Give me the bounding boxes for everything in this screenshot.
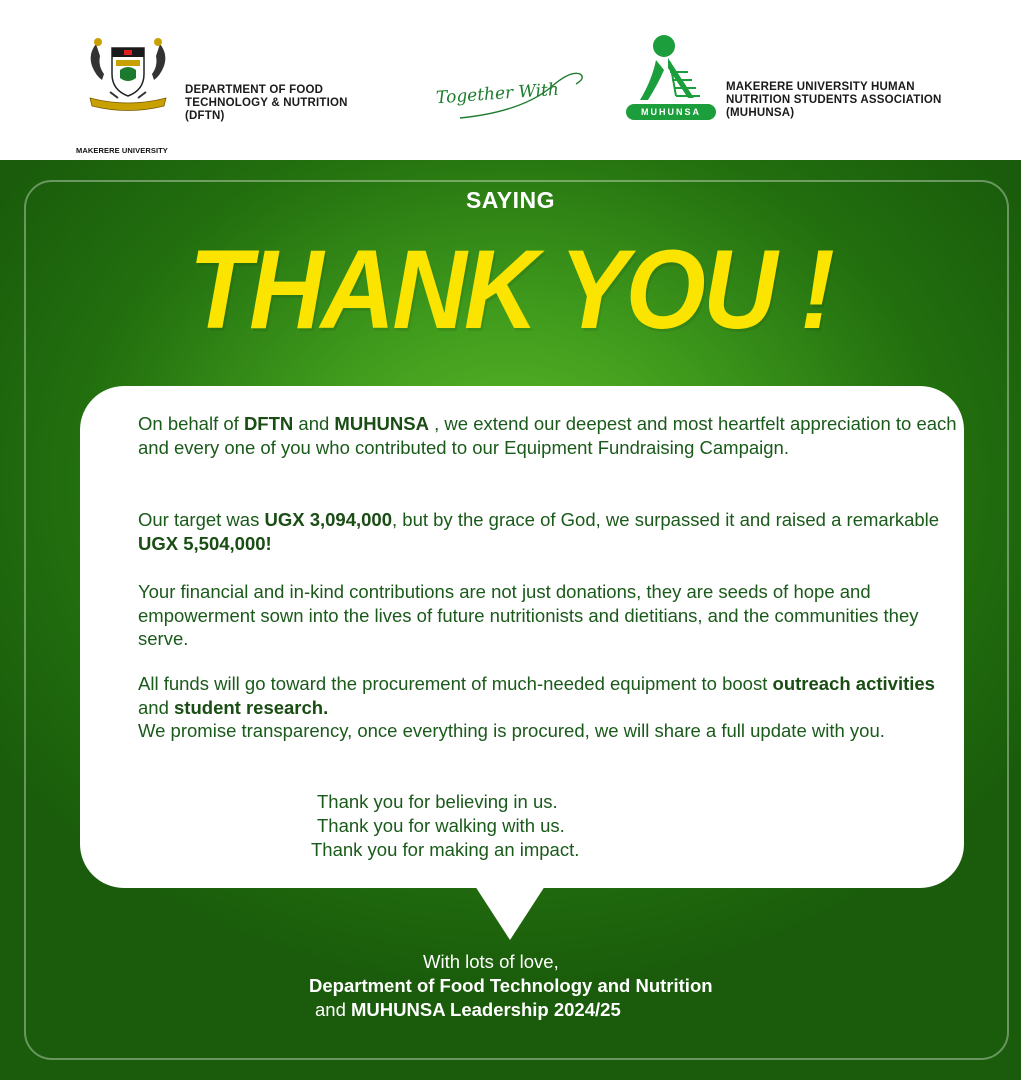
message-paragraph	[138, 412, 958, 459]
university-label: MAKERERE UNIVERSITY	[76, 146, 168, 155]
thanks-line: Thank you for believing in us.	[317, 791, 558, 812]
thanks-line: Thank you for walking with us.	[317, 815, 565, 836]
together-with-text: Together With	[435, 79, 560, 109]
text: All funds will go toward the procurement of much-needed equipment to boost	[138, 673, 773, 694]
signoff-leadership	[315, 998, 621, 1022]
leadership-name: MUHUNSA Leadership 2024/25	[351, 999, 621, 1020]
speech-bubble-tail	[475, 886, 545, 940]
thanks-line: Thank you for making an impact.	[311, 839, 580, 860]
dept-line: DEPARTMENT OF FOOD	[185, 84, 324, 96]
thank-you-heading: THANK YOU !	[188, 227, 833, 352]
text: and	[315, 999, 352, 1020]
muhunsa-logo	[626, 32, 718, 122]
makerere-logo	[76, 34, 180, 155]
text: , we extend our deepest and most heartfelt appreciation to each and every one of you who contributed to our Equipment Fundraising Campaign.	[138, 413, 957, 458]
saying-heading: SAYING	[465, 187, 556, 213]
muhunsa-badge: MUHUNSA	[626, 104, 716, 120]
text: and	[138, 696, 175, 718]
message-paragraph: Your financial and in-kind contributions are not just donations, they are seeds of hope and empowerment sown into the lives of future nutritionists and dietitians, and the communities they serve.	[138, 581, 919, 649]
text: and	[293, 413, 335, 434]
dept-line: (DFTN)	[185, 110, 225, 122]
department-name	[185, 84, 348, 123]
text: Our target was	[138, 509, 265, 530]
dept-line: TECHNOLOGY & NUTRITION	[185, 97, 348, 109]
assoc-line: NUTRITION STUDENTS ASSOCIATION	[726, 94, 942, 106]
assoc-line: MAKERERE UNIVERSITY HUMAN	[726, 81, 915, 93]
makerere-crest-icon	[76, 34, 180, 114]
outreach-highlight: outreach activities	[772, 673, 935, 694]
association-name	[726, 81, 942, 120]
message-paragraph	[138, 508, 958, 555]
dftn-highlight: DFTN	[243, 413, 294, 434]
signoff-line: With lots of love,	[423, 951, 559, 972]
thank-you-panel	[0, 160, 1021, 1080]
assoc-line: (MUHUNSA)	[726, 107, 795, 119]
research-highlight: student research.	[174, 696, 329, 718]
text: We promise transparency, once everything is procured, we will share a full update with you.	[138, 720, 885, 741]
text: On behalf of	[138, 413, 244, 434]
signoff-department: Department of Food Technology and Nutrition	[309, 975, 713, 996]
muhunsa-highlight: MUHUNSA	[334, 413, 429, 434]
header	[0, 0, 1021, 160]
raised-amount: UGX 5,504,000!	[138, 532, 272, 554]
text: , but by the grace of God, we surpassed it and raised a remarkable	[392, 509, 940, 530]
message-paragraph	[138, 672, 958, 743]
target-amount: UGX 3,094,000	[264, 509, 392, 530]
together-with	[430, 66, 590, 130]
muhunsa-figure-icon	[634, 32, 714, 104]
